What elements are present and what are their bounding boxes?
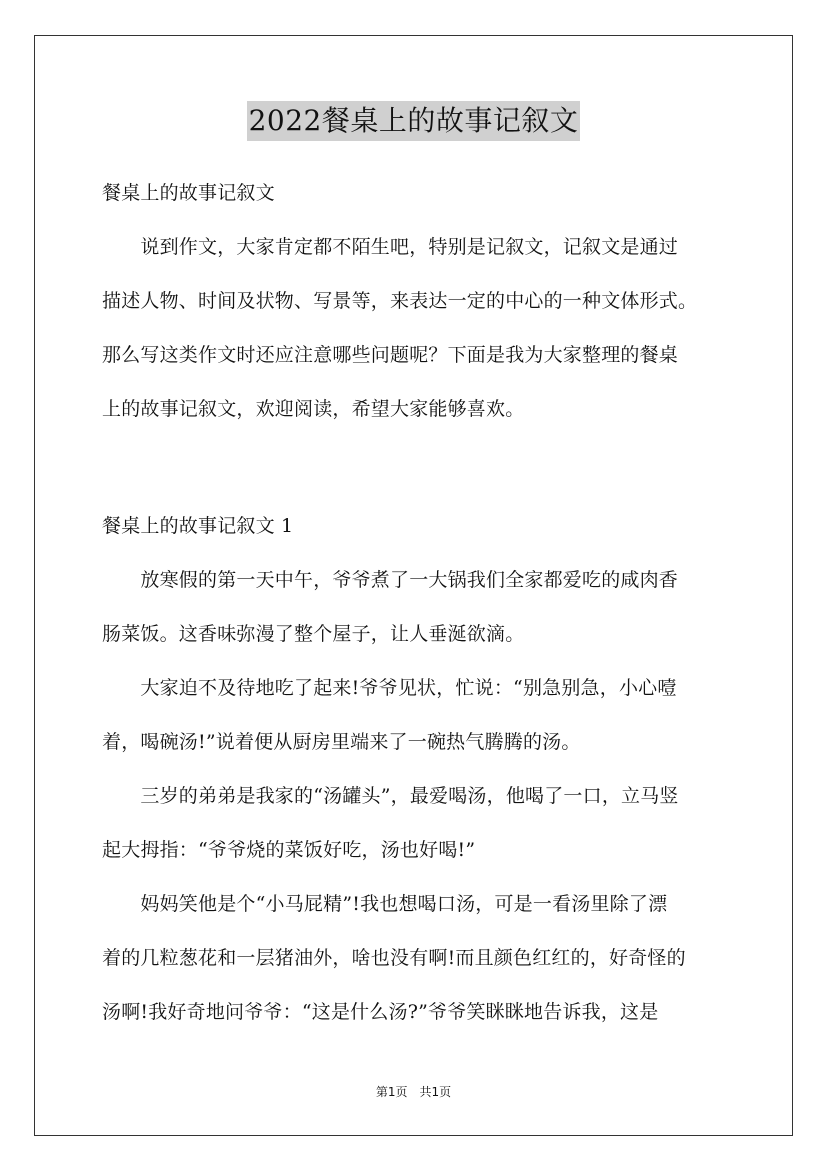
spacer (102, 708, 728, 722)
spacer (102, 816, 728, 830)
spacer (102, 492, 728, 506)
paragraph-line: 三岁的弟弟是我家的“汤罐头”，最爱喝汤，他喝了一口，立马竖 (102, 785, 679, 807)
paragraph-line: 妈妈笑他是个“小马屁精”!我也想喝口汤，可是一看汤里除了漂 (102, 893, 668, 915)
spacer (102, 870, 728, 884)
paragraph-line: 放寒假的第一天中午，爷爷煮了一大锅我们全家都爱吃的咸肉香 (102, 569, 679, 591)
paragraph-line: 肠菜饭。这香味弥漫了整个屋子，让人垂涎欲滴。 (102, 623, 525, 645)
spacer (102, 267, 728, 281)
spacer (102, 375, 728, 389)
page-number-label: 第1页 共1页 (375, 1085, 452, 1099)
subtitle: 餐桌上的故事记叙文 (102, 182, 275, 204)
page-footer (0, 1083, 827, 1100)
paragraph-line: 着的几粒葱花和一层猪油外，啥也没有啊!而且颜色红红的，好奇怪的 (102, 947, 686, 969)
spacer (102, 321, 728, 335)
paragraph-line: 起大拇指：“爷爷烧的菜饭好吃，汤也好喝!” (102, 839, 476, 861)
spacer (102, 213, 728, 227)
intro-line: 描述人物、时间及状物、写景等，来表达一定的中心的一种文体形式。 (102, 290, 698, 312)
spacer (102, 762, 728, 776)
title-container (0, 101, 827, 141)
spacer (102, 654, 728, 668)
section-gap (102, 429, 728, 478)
document-body (102, 173, 728, 1032)
spacer (102, 478, 728, 492)
spacer (102, 924, 728, 938)
spacer (102, 546, 728, 560)
section-heading: 餐桌上的故事记叙文 1 (102, 515, 294, 537)
paragraph-line: 汤啊!我好奇地问爷爷：“这是什么汤?”爷爷笑眯眯地告诉我，这是 (102, 1001, 659, 1023)
paragraph-line: 着，喝碗汤!”说着便从厨房里端来了一碗热气腾腾的汤。 (102, 731, 581, 753)
intro-line: 上的故事记叙文，欢迎阅读，希望大家能够喜欢。 (102, 398, 525, 420)
paragraph-line: 大家迫不及待地吃了起来!爷爷见状，忙说：“别急别急，小心噎 (102, 677, 677, 699)
intro-line: 说到作文，大家肯定都不陌生吧，特别是记叙文，记叙文是通过 (102, 236, 679, 258)
spacer (102, 600, 728, 614)
spacer (102, 978, 728, 992)
intro-line: 那么写这类作文时还应注意哪些问题呢？下面是我为大家整理的餐桌 (102, 344, 679, 366)
document-title: 2022餐桌上的故事记叙文 (247, 101, 581, 141)
